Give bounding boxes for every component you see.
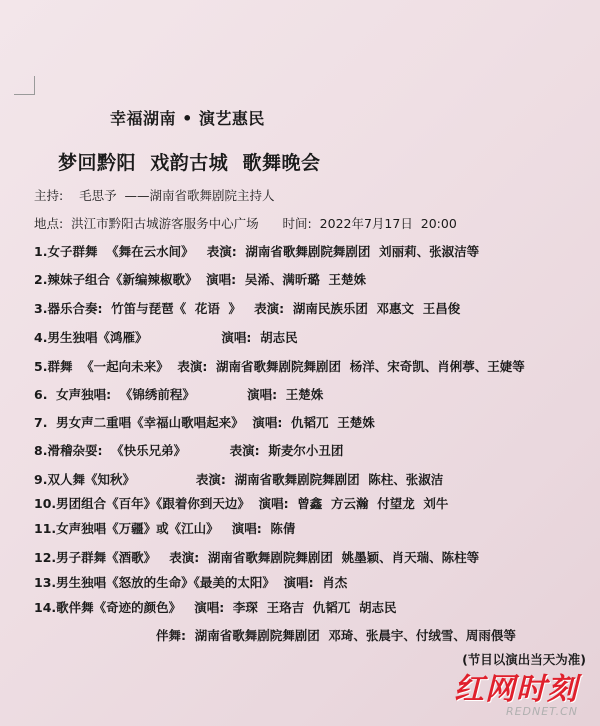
event-subtitle: 梦回黔阳 戏韵古城 歌舞晚会 <box>58 152 321 174</box>
accompaniment-line: 伴舞: 湖南省歌舞剧院舞剧团 邓琦、张晨宇、付绒雪、周雨偎等 <box>156 628 516 643</box>
program-item: 4.男生独唱《鸿雁》 演唱: 胡志民 <box>34 330 298 345</box>
venue-time-line: 地点: 洪江市黔阳古城游客服务中心广场 时间: 2022年7月17日 20:00 <box>34 216 457 231</box>
program-item: 2.辣妹子组合《新编辣椒歌》 演唱: 吴浠、满昕璐 王楚姝 <box>34 272 367 287</box>
program-item: 3.器乐合奏: 竹笛与琵琶《 花语 》 表演: 湖南民族乐团 邓惠文 王昌俊 <box>34 301 461 316</box>
program-item: 11.女声独唱《万疆》或《江山》 演唱: 陈倩 <box>34 521 296 536</box>
host-line: 主持: 毛思予 ——湖南省歌舞剧院主持人 <box>34 188 275 203</box>
page-corner-mark <box>14 76 35 95</box>
program-item: 14.歌伴舞《奇迹的颜色》 演唱: 李琛 王珞吉 仇韬兀 胡志民 <box>34 600 397 615</box>
program-item: 5.群舞 《一起向未来》 表演: 湖南省歌舞剧院舞剧团 杨洋、宋奇凯、肖俐葶、王婕等 <box>34 359 525 374</box>
program-item: 12.男子群舞《酒歌》 表演: 湖南省歌舞剧院舞剧团 姚墨颖、肖天瑞、陈柱等 <box>34 550 480 565</box>
program-note: (节目以演出当天为准) <box>462 652 586 667</box>
page-title: 幸福湖南 • 演艺惠民 <box>110 109 265 128</box>
rednet-logo-subtext: REDNET.CN <box>505 705 578 718</box>
program-item: 7. 男女声二重唱《幸福山歌唱起来》 演唱: 仇韬兀 王楚姝 <box>34 415 375 430</box>
program-item: 13.男生独唱《怒放的生命》《最美的太阳》 演唱: 肖杰 <box>34 575 348 590</box>
rednet-watermark-logo <box>454 674 578 718</box>
program-item: 9.双人舞《知秋》 表演: 湖南省歌舞剧院舞剧团 陈柱、张淑洁 <box>34 472 444 487</box>
program-item: 6. 女声独唱: 《锦绣前程》 演唱: 王楚姝 <box>34 387 324 402</box>
program-item: 1.女子群舞 《舞在云水间》 表演: 湖南省歌舞剧院舞剧团 刘丽莉、张淑洁等 <box>34 244 480 259</box>
rednet-logo-text: 红网时刻 <box>454 672 578 707</box>
program-item: 10.男团组合《百年》《跟着你到天边》 演唱: 曾鑫 方云瀚 付望龙 刘牛 <box>34 496 449 511</box>
program-item: 8.滑稽杂耍: 《快乐兄弟》 表演: 斯麦尔小丑团 <box>34 443 344 458</box>
